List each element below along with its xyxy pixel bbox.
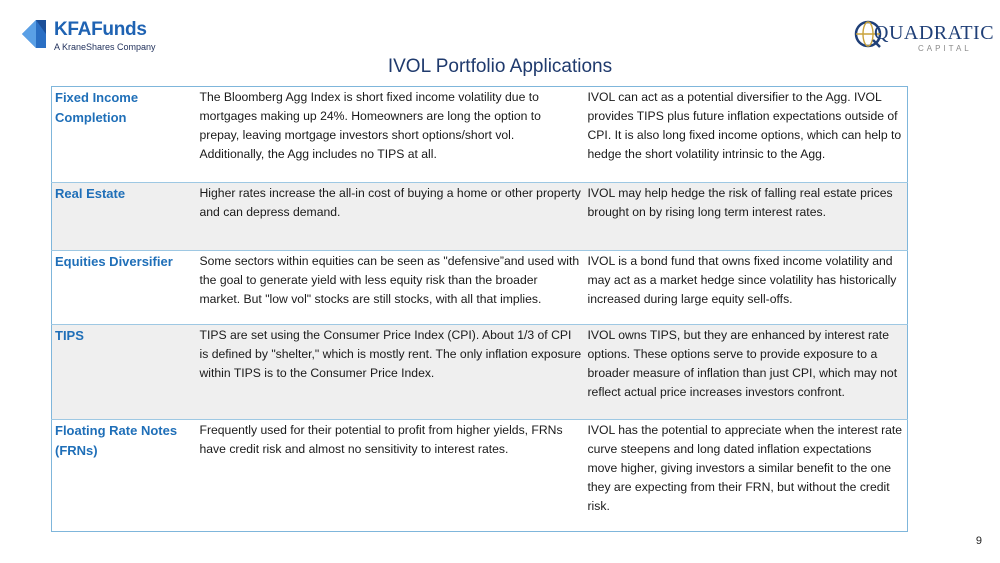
portfolio-applications-table — [51, 86, 908, 532]
row-ivol-application: IVOL can act as a potential diversifier to the Agg. IVOL provides TIPS plus future inflation expectations outside of CPI. It is also long fixed income options, which can help to hedge the short volatility intrinsic to the Agg. — [585, 87, 908, 183]
row-context: Higher rates increase the all-in cost of buying a home or other property and can depress demand. — [197, 183, 585, 251]
row-category: Fixed Income Completion — [52, 87, 197, 183]
row-category: Real Estate — [52, 183, 197, 251]
page-number: 9 — [975, 535, 982, 547]
row-ivol-application: IVOL is a bond fund that owns fixed income volatility and may act as a market hedge since volatility has historically increased during large equity sell-offs. — [585, 251, 908, 325]
kfa-brand-name: KFAFunds — [54, 19, 147, 40]
row-category: Equities Diversifier — [52, 251, 197, 325]
row-context: Frequently used for their potential to profit from higher yields, FRNs have credit risk and almost no sensitivity to interest rates. — [199, 423, 563, 456]
table-row — [52, 251, 908, 325]
row-ivol-application: IVOL owns TIPS, but they are enhanced by interest rate options. These options serve to provide exposure to a broader measure of inflation than just CPI, which may not reflect actual price increases investors confront. — [585, 325, 908, 420]
row-context: The Bloomberg Agg Index is short fixed income volatility due to mortgages making up 24%. Homeowners are long the option to prepay, leaving mortgage investors short options/short vol. Additionally, the Agg includes no TIPS at all. — [197, 87, 585, 183]
row-category: Floating Rate Notes (FRNs) — [55, 423, 178, 458]
quadratic-tagline: CAPITAL — [918, 44, 972, 53]
row-context: Some sectors within equities can be seen as "defensive”and used with the goal to generate yield with less equity risk than the broader market. But "low vol" stocks are still stocks, with all that implies. — [197, 251, 585, 325]
table-row — [52, 87, 908, 183]
quadratic-capital-logo — [854, 20, 995, 54]
table-row — [52, 420, 908, 532]
row-ivol-application: IVOL may help hedge the risk of falling real estate prices brought on by rising long term interest rates. — [585, 183, 908, 251]
row-category: TIPS — [52, 325, 197, 420]
row-context: TIPS are set using the Consumer Price Index (CPI). About 1/3 of CPI is defined by "shelter," which is mostly rent. The only inflation exposure within TIPS is to the Consumer Price Index. — [197, 325, 585, 420]
quadratic-brand-name: QUADRATIC — [874, 22, 995, 44]
kfa-funds-logo — [18, 18, 168, 54]
page-title: IVOL Portfolio Applications — [387, 56, 613, 77]
kfa-tagline: A KraneShares Company — [54, 42, 156, 52]
table-row — [52, 325, 908, 420]
row-ivol-application: IVOL has the potential to appreciate when the interest rate curve steepens and long dated inflation expectations move higher, giving investors a similar benefit to the one they are expecting from their FRN, but without the credit risk. — [587, 423, 903, 513]
kfa-chevron-icon — [18, 18, 50, 50]
table-row — [52, 183, 908, 251]
